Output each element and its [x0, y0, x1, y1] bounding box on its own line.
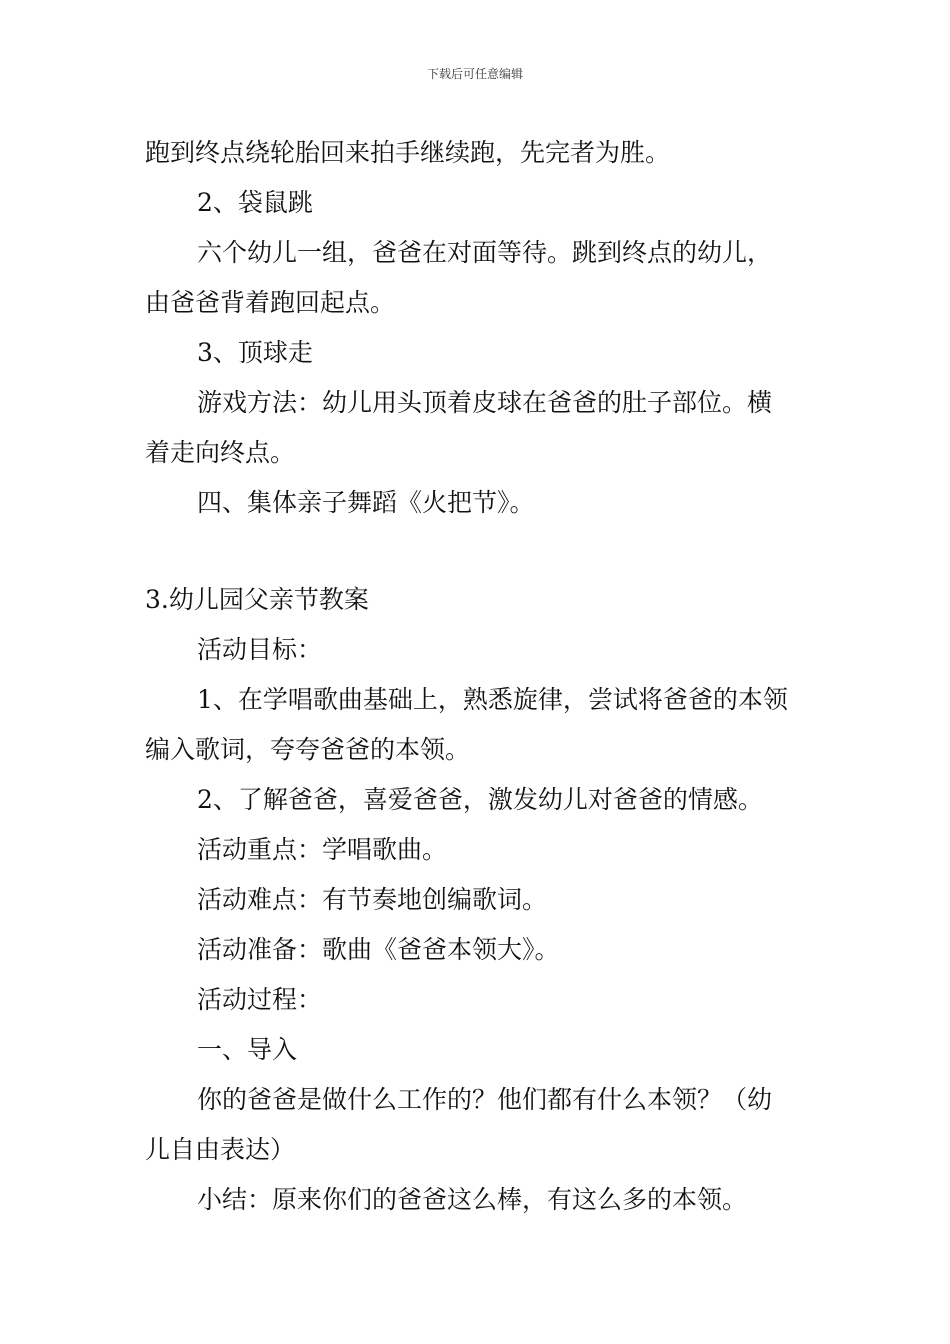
paragraph-line: 3、顶球走 — [197, 338, 313, 367]
paragraph-line: 2、了解爸爸，喜爱爸爸，激发幼儿对爸爸的情感。 — [197, 785, 763, 814]
paragraph-line: 活动重点：学唱歌曲。 — [197, 835, 448, 864]
paragraph-line: 游戏方法：幼儿用头顶着皮球在爸爸的肚子部位。横 — [197, 388, 773, 417]
paragraph-line: 跑到终点绕轮胎回来拍手继续跑，先完者为胜。 — [145, 138, 671, 167]
paragraph-line: 六个幼儿一组，爸爸在对面等待。跳到终点的幼儿， — [197, 238, 773, 267]
paragraph-line: 你的爸爸是做什么工作的？他们都有什么本领？（幼 — [197, 1085, 773, 1114]
paragraph-line: 由爸爸背着跑回起点。 — [145, 288, 396, 317]
paragraph-line: 编入歌词，夸夸爸爸的本领。 — [145, 735, 471, 764]
page-header: 下载后可任意编辑 — [426, 67, 523, 81]
paragraph-line: 儿自由表达） — [145, 1135, 296, 1164]
paragraph-line: 活动准备：歌曲《爸爸本领大》。 — [197, 935, 560, 964]
paragraph-line: 一、导入 — [197, 1035, 298, 1064]
document-body — [145, 128, 810, 1225]
paragraph-line: 2、袋鼠跳 — [197, 188, 313, 217]
paragraph-line: 活动难点：有节奏地创编歌词。 — [197, 885, 548, 914]
section-title: 3.幼儿园父亲节教案 — [145, 585, 369, 614]
section-gap — [145, 528, 810, 575]
paragraph-line: 1、在学唱歌曲基础上，熟悉旋律，尝试将爸爸的本领 — [197, 685, 788, 714]
paragraph-line: 活动过程： — [197, 985, 323, 1014]
paragraph-line: 着走向终点。 — [145, 438, 296, 467]
paragraph-line: 四、集体亲子舞蹈《火把节》。 — [197, 488, 535, 517]
paragraph-line: 小结：原来你们的爸爸这么棒，有这么多的本领。 — [197, 1185, 748, 1214]
paragraph-line: 活动目标： — [197, 635, 323, 664]
